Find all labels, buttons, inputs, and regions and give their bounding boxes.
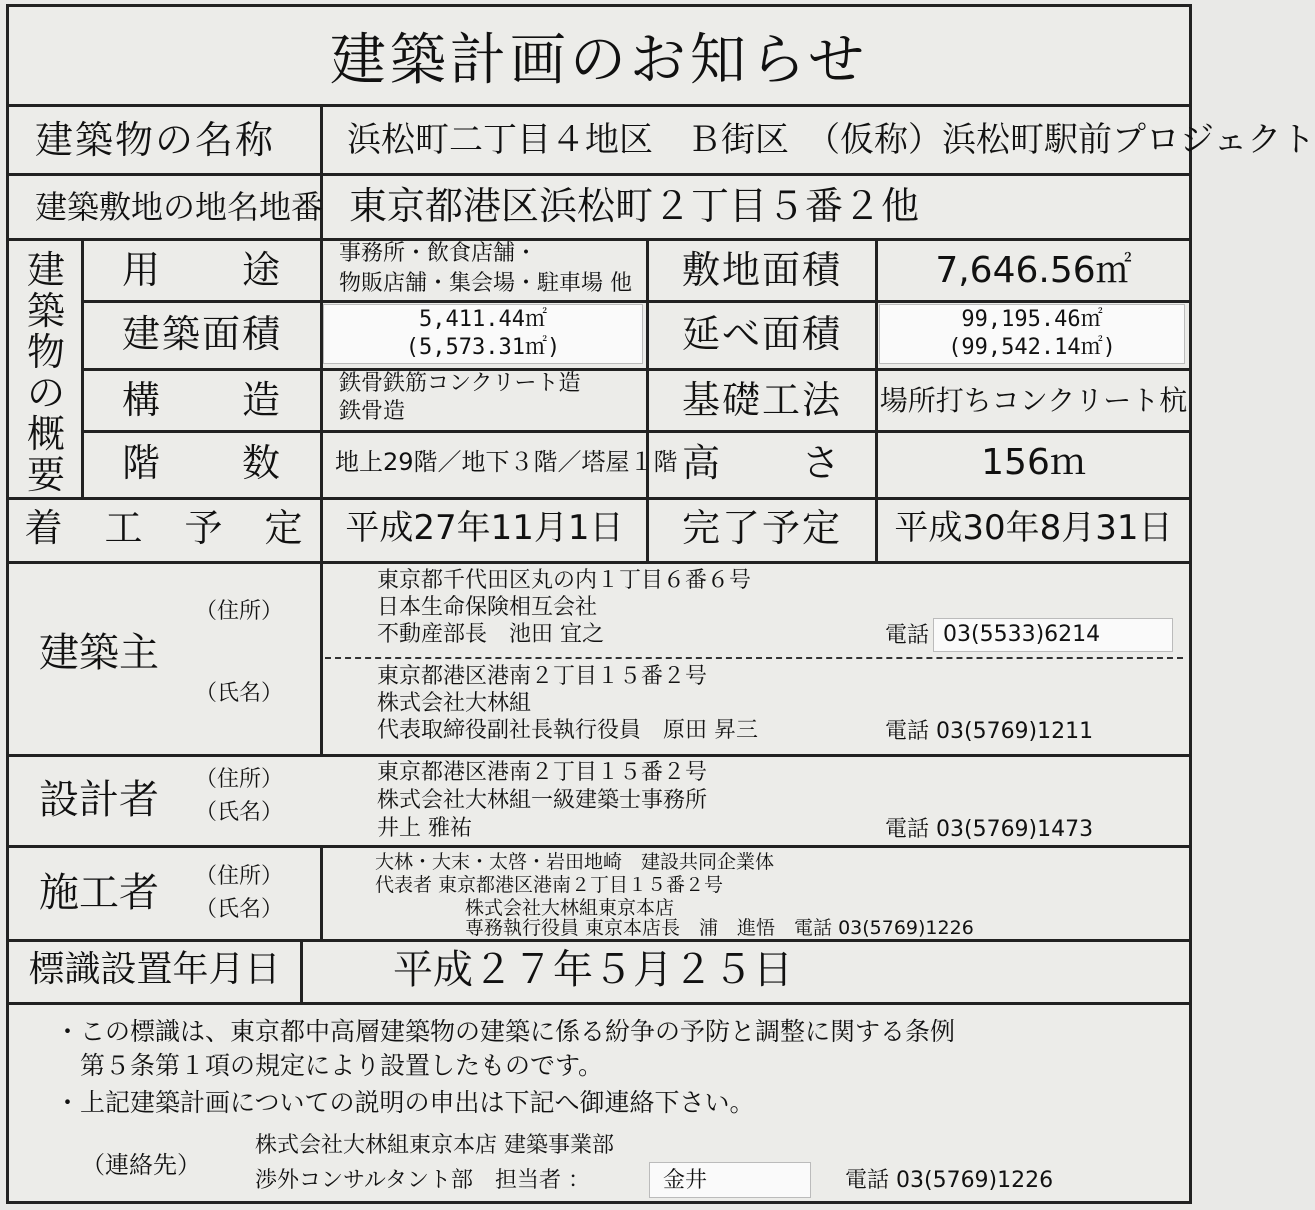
foundation-value: 場所打ちコンクリート杭 [879, 384, 1188, 417]
building-area-label: 建築面積 [121, 312, 282, 356]
divider [9, 497, 1189, 500]
owner2-address: 東京都港区港南２丁目１５番２号 [377, 664, 708, 689]
contractor-person: 専務執行役員 東京本店長 浦 進悟 電話 03(5769)1226 [465, 917, 974, 939]
designer-address: 東京都港区港南２丁目１５番２号 [377, 760, 708, 785]
building-area-value: 5,411.44㎡ [419, 307, 547, 332]
divider [9, 1002, 1189, 1005]
start-value: 平成27年11月1日 [345, 508, 624, 548]
total-floor-area-value: 99,195.46㎡ [961, 307, 1103, 332]
sign-date-label: 標識設置年月日 [28, 949, 281, 990]
contact-person: 金井 [663, 1168, 708, 1193]
page-title: 建築計画のお知らせ [329, 28, 869, 93]
divider [81, 300, 1189, 303]
divider [9, 939, 1189, 942]
overview-side-label: 建 築 物 の 概 要 [26, 248, 65, 497]
contact-line-1: 株式会社大林組東京本店 建築事業部 [255, 1133, 614, 1158]
site-address-value: 東京都港区浜松町２丁目５番２他 [349, 184, 920, 228]
divider [9, 104, 1189, 107]
floors-value: 地上29階／地下３階／塔屋１階 [335, 448, 678, 476]
divider [9, 173, 1189, 176]
owner2-person: 代表取締役副社長執行役員 原田 昇三 [377, 718, 758, 743]
owner1-phone-label: 電話 [885, 623, 930, 648]
contact-phone: 電話 03(5769)1226 [845, 1168, 1054, 1193]
owner1-phone: 03(5533)6214 [943, 622, 1101, 647]
contractor-jv: 大林・大末・太啓・岩田地崎 建設共同企業体 [375, 851, 775, 873]
site-area-label: 敷地面積 [681, 248, 842, 292]
contractor-label: 施工者 [39, 870, 159, 916]
notice-board [6, 4, 1315, 1204]
note-line-3: ・上記建築計画についての説明の申出は下記へ御連絡下さい。 [55, 1088, 755, 1117]
structure-line-2: 鉄骨造 [339, 399, 406, 424]
use-line-2: 物販店舗・集会場・駐車場 他 [339, 271, 632, 296]
owner-name-tag: （氏名） [195, 681, 284, 706]
use-line-1: 事務所・飲食店舗・ [339, 241, 538, 266]
floors-label: 階 数 [121, 441, 282, 485]
building-name-label: 建築物の名称 [35, 118, 276, 162]
divider [9, 845, 1189, 848]
use-label: 用 途 [121, 248, 282, 292]
height-value: 156ｍ [981, 442, 1086, 483]
finish-value: 平成30年8月31日 [894, 508, 1173, 548]
structure-label: 構 造 [121, 378, 282, 422]
designer-name-tag: （氏名） [195, 800, 284, 825]
contact-label: （連絡先） [81, 1151, 201, 1179]
contractor-address-tag: （住所） [195, 864, 284, 889]
total-floor-area-value-parenthetical: (99,542.14㎡) [948, 335, 1116, 360]
designer-address-tag: （住所） [195, 767, 284, 792]
designer-person: 井上 雅祐 [377, 816, 472, 841]
divider [9, 561, 1189, 564]
finish-label: 完了予定 [681, 506, 842, 550]
divider [320, 845, 323, 939]
site-area-value: 7,646.56㎡ [935, 250, 1132, 291]
building-area-value-parenthetical: (5,573.31㎡) [405, 335, 561, 360]
owner2-company: 株式会社大林組 [377, 691, 532, 716]
divider [81, 368, 1189, 371]
total-floor-area-label: 延べ面積 [681, 312, 842, 356]
height-label: 高 さ [681, 441, 842, 485]
foundation-label: 基礎工法 [681, 378, 842, 422]
divider [9, 754, 1189, 757]
structure-line-1: 鉄骨鉄筋コンクリート造 [339, 371, 581, 396]
note-line-1: ・この標識は、東京都中高層建築物の建築に係る紛争の予防と調整に関する条例 [55, 1017, 956, 1046]
owner2-phone: 電話 03(5769)1211 [885, 719, 1094, 744]
contact-line-2: 渉外コンサルタント部 担当者 ： [255, 1168, 591, 1193]
owner-label: 建築主 [39, 630, 159, 676]
contractor-name-tag: （氏名） [195, 897, 284, 922]
owner-address-tag: （住所） [195, 599, 284, 624]
site-address-label: 建築敷地の地名地番 [35, 188, 324, 226]
divider [9, 238, 1189, 241]
owner1-address: 東京都千代田区丸の内１丁目６番６号 [377, 568, 752, 593]
divider [81, 430, 1189, 433]
start-label: 着 工 予 定 [24, 506, 305, 550]
designer-phone: 電話 03(5769)1473 [885, 817, 1094, 842]
note-line-2: 第５条第１項の規定により設置したものです。 [55, 1051, 604, 1080]
building-name-value: 浜松町二丁目４地区 Ｂ街区 （仮称）浜松町駅前プロジェクト [347, 120, 1315, 160]
owner1-person: 不動産部長 池田 宜之 [377, 622, 604, 647]
owner1-company: 日本生命保険相互会社 [377, 595, 598, 620]
designer-company: 株式会社大林組一級建築士事務所 [377, 788, 708, 813]
designer-label: 設計者 [39, 777, 159, 823]
contractor-company: 株式会社大林組東京本店 [465, 897, 675, 919]
dashed-divider [325, 657, 1183, 659]
contractor-representative-address: 代表者 東京都港区港南２丁目１５番２号 [375, 874, 724, 896]
sign-date-value: 平成２７年５月２５日 [393, 947, 793, 993]
